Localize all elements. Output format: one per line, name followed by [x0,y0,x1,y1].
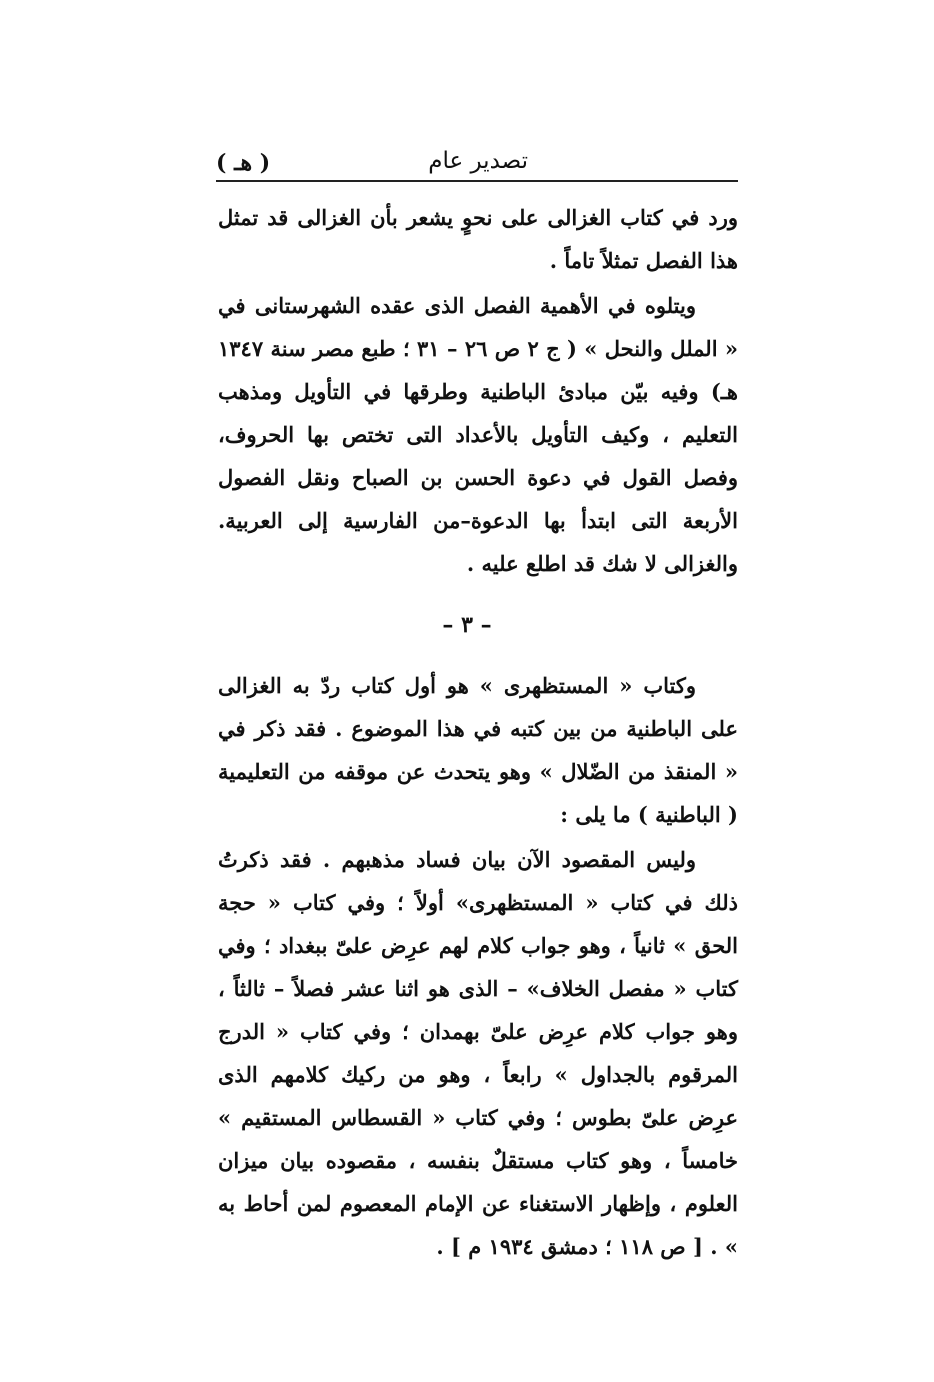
paragraph-continuation [218,196,738,282]
page-header [216,140,738,182]
paragraph-shahrastani [218,284,738,585]
page-number: ( هـ ) [216,150,271,176]
paragraph-quotation [218,838,738,1268]
paragraph-text: ويتلوه في الأهمية الفصل الذى عقده الشهرستانى في « الملل والنحل » ( ج ٢ ص ٢٦ – ٣١ ؛ طبع مصر سنة ١٣٤٧ هـ) وفيه بيّن مبادئ الباطنية وطرقها في التأويل ومذهب التعليم ، وكيف التأويل بالأعداد التى تختص بها الحروف، وفصل القول في دعوة الحسن بن الصباح ونقل الفصول الأربعة التى ابتدأ بها الدعوة–من الفارسية إلى العربية. والغزالى لا شك قد اطلع عليه . [218,293,739,576]
paragraph-text: ورد في كتاب الغزالى على نحوٍ يشعر بأن الغزالى قد تمثل هذا الفصل تمثلاً تاماً . [218,205,738,273]
section-number: – ٣ – [442,612,492,638]
running-title: تصدير عام [428,148,528,174]
paragraph-mustazhiri [218,664,738,836]
paragraph-text: وكتاب « المستظهرى » هو أول كتاب ردّ به الغزالى على الباطنية من بين كتبه في هذا الموضوع . فقد ذكر في « المنقذ من الضّلال » وهو يتحدث عن موقفه من التعليمية ( الباطنية ) ما يلى : [218,673,738,827]
paragraph-text: وليس المقصود الآن بيان فساد مذهبهم . فقد ذكرتُ ذلك في كتاب « المستظهرى» أولاً ؛ وفي كتاب « حجة الحق » ثانياً ، وهو جواب كلام لهم عرِض علىّ ببغداد ؛ وفي كتاب « مفصل الخلاف» – الذى هو اثنا عشر فصلاً – ثالثاً ، وهو جواب كلام عرِض علىّ بهمدان ؛ وفي كتاب « الدرج المرقوم بالجداول » رابعاً ، وهو من ركيك كلامهم الذى عرِض علىّ بطوس ؛ وفي كتاب « القسطاس المستقيم » خامساً ، وهو كتاب مستقلٌ بنفسه ، مقصوده بيان ميزان العلوم ، وإظهار الاستغناء عن الإمام المعصوم لمن أحاط به » . [ ص ١١٨ ؛ دمشق ١٩٣٤ م ] . [218,847,738,1259]
